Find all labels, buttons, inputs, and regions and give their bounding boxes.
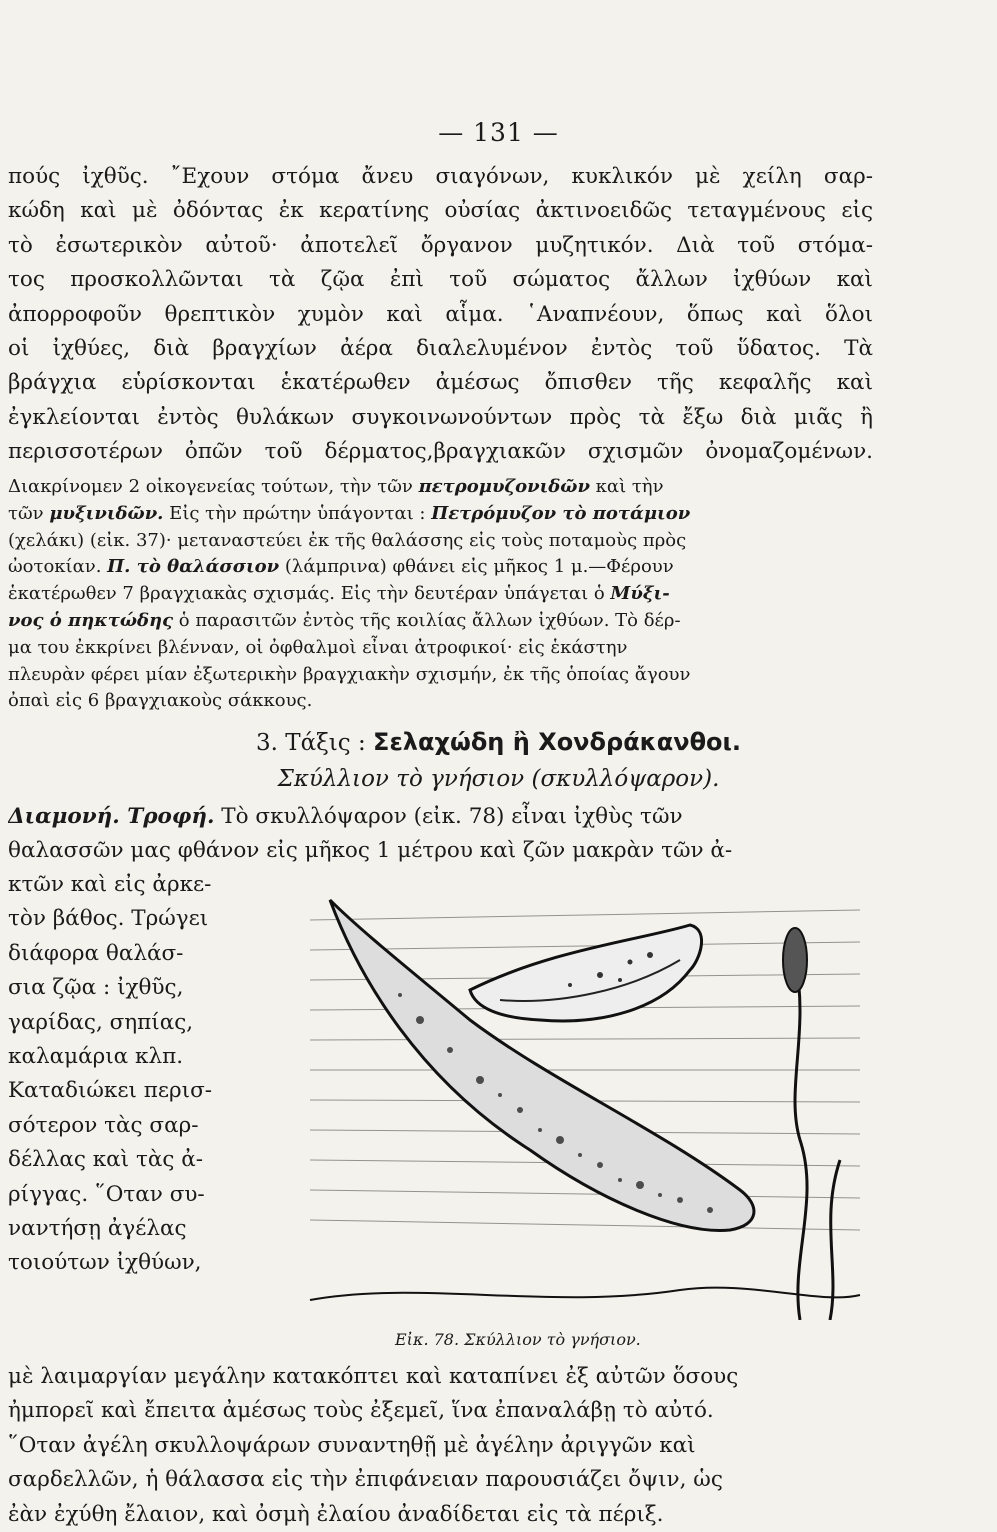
text-line: Διακρίνομεν 2 οἰκογενείας τούτων, τὴν τῶν πετρομυζονιδῶν καὶ τὴν — [8, 476, 664, 497]
text-line: κτῶν καὶ εἰς ἀρκε- — [8, 872, 212, 897]
text-line: καλαμάρια κλπ. — [8, 1043, 184, 1069]
text-line: ὀπαὶ εἰς 6 βραγχιακοὺς σάκκους. — [8, 690, 313, 712]
text-line: Καταδιώκει περισ- — [8, 1078, 213, 1104]
page-number: — 131 — — [438, 118, 559, 147]
text-line: σότερον τὰς σαρ- — [8, 1112, 199, 1138]
text-line: ἑκατέρωθεν 7 βραγχιακὰς σχισμάς. Εἰς τὴν δευτέραν ὑπάγεται ὁ Μύξι- — [8, 583, 670, 605]
text-line: γαρίδας, σηπίας, — [8, 1009, 194, 1035]
text-line: διάφορα θαλάσ- — [8, 940, 184, 966]
text-line: ἀπορροφοῦν θρεπτικὸν χυμὸν καὶ αἷμα. ῾Αναπνέουν, ὅπως καὶ ὅλοι — [8, 301, 873, 327]
text-line: τὸ ἐσωτερικὸν αὐτοῦ· ἀποτελεῖ ὄργανον μυζητικόν. Διὰ τοῦ στόμα- — [8, 232, 873, 258]
section-heading: 3. Τάξις : Σελαχώδη ἢ Χονδράκανθοι. — [255, 728, 742, 756]
text-line: πλευρὰν φέρει μίαν ἐξωτερικὴν βραγχιακὴν σχισμήν, ἐκ τῆς ὁποίας ἄγουν — [8, 663, 691, 685]
text-line: ἐγκλείονται ἐντὸς θυλάκων συγκοινωνούντων πρὸς τὰ ἔξω διὰ μιᾶς ἢ — [8, 404, 873, 430]
figure-caption: Εἰκ. 78. Σκύλλιον τὸ γνήσιον. — [395, 1330, 641, 1349]
text-line: τος προσκολλῶνται τὰ ζῷα ἐπὶ τοῦ σώματος ἄλλων ἰχθύων καὶ — [8, 267, 873, 293]
small-print-paragraph — [8, 474, 873, 715]
text-line: δέλλας καὶ τὰς ἀ- — [8, 1147, 204, 1173]
text-line: μὲ λαιμαργίαν μεγάλην κατακόπτει καὶ καταπίνει ἐξ αὐτῶν ὅσους — [8, 1364, 739, 1389]
text-line: περισσοτέρων ὀπῶν τοῦ δέρματος,βραγχιακῶν σχισμῶν ὀνομαζομένων. — [8, 439, 873, 465]
text-line: σαρδελλῶν, ἡ θάλασσα εἰς τὴν ἐπιφάνειαν παρουσιάζει ὄψιν, ὡς — [8, 1467, 723, 1493]
text-line: ναντήσῃ ἀγέλας — [8, 1215, 187, 1241]
text-line: τοιούτων ἰχθύων, — [8, 1250, 202, 1276]
text-line: (χελάκι) (εἰκ. 37)· μεταναστεύει ἐκ τῆς θαλάσσης εἰς τοὺς ποταμοὺς πρὸς — [8, 529, 687, 551]
paragraph-narrow-column — [8, 868, 268, 1281]
species-heading: Σκύλλιον τὸ γνήσιον (σκυλλόψαρον). — [277, 766, 720, 792]
text-line: θαλασσῶν μας φθάνον εἰς μῆκος 1 μέτρου καὶ ζῶν μακρὰν τῶν ἀ- — [8, 838, 733, 864]
text-line: τὸν βάθος. Τρώγει — [8, 906, 209, 932]
text-line: βράγχια εὑρίσκονται ἑκατέρωθεν ἀμέσως ὄπισθεν τῆς κεφαλῆς καὶ — [8, 370, 873, 396]
text-line: ὠοτοκίαν. Π. τὸ θαλάσσιον (λάμπρινα) φθάνει εἰς μῆκος 1 μ.—Φέρουν — [8, 556, 674, 578]
paragraph-feeding — [8, 1360, 873, 1532]
text-line: οἱ ἰχθύες, διὰ βραγχίων ἀέρα διαλελυμένον ἐντὸς τοῦ ὕδατος. Τὰ — [8, 335, 873, 361]
text-line: ρίγγας. ῞Οταν συ- — [8, 1181, 205, 1207]
text-line: νος ὁ πηκτώδης ὁ παρασιτῶν ἐντὸς τῆς κοιλίας ἄλλων ἰχθύων. Τὸ δέρ- — [8, 609, 681, 631]
paragraph-habitat — [8, 800, 873, 869]
text-line: μα του ἐκκρίνει βλένναν, οἱ ὀφθαλμοὶ εἶναι ἀτροφικοί· εἰς ἑκάστην — [8, 636, 628, 658]
text-line: σια ζῷα : ἰχθῦς, — [8, 975, 184, 1001]
text-line: ἠμπορεῖ καὶ ἔπειτα ἀμέσως τοὺς ἐξεμεῖ, ἵνα ἐπαναλάβῃ τὸ αὐτό. — [8, 1398, 714, 1424]
text-line: κώδη καὶ μὲ ὀδόντας ἐκ κερατίνης οὐσίας ἀκτινοειδῶς τεταγμένους εἰς — [8, 198, 873, 224]
paragraph-lampreys — [8, 160, 873, 470]
text-line: ἐὰν ἐχύθη ἔλαιον, καὶ ὀσμὴ ἐλαίου ἀναδίδεται εἰς τὰ πέριξ. — [8, 1501, 664, 1527]
text-line: τῶν μυξινιδῶν. Εἰς τὴν πρώτην ὑπάγονται : Πετρόμυζον τὸ ποτάμιον — [8, 502, 691, 524]
dogfish-illustration — [300, 880, 870, 1320]
text-line: πούς ἰχθῦς. ῎Εχουν στόμα ἄνευ σιαγόνων, κυκλικόν μὲ χείλη σαρ- — [8, 164, 873, 189]
text-line: ῞Οταν ἀγέλη σκυλλοψάρων συναντηθῇ μὲ ἀγέλην ἀριγγῶν καὶ — [8, 1432, 696, 1458]
text-line: Διαμονή. Τροφή. Τὸ σκυλλόψαρον (εἰκ. 78) εἶναι ἰχθὺς τῶν — [8, 804, 683, 829]
